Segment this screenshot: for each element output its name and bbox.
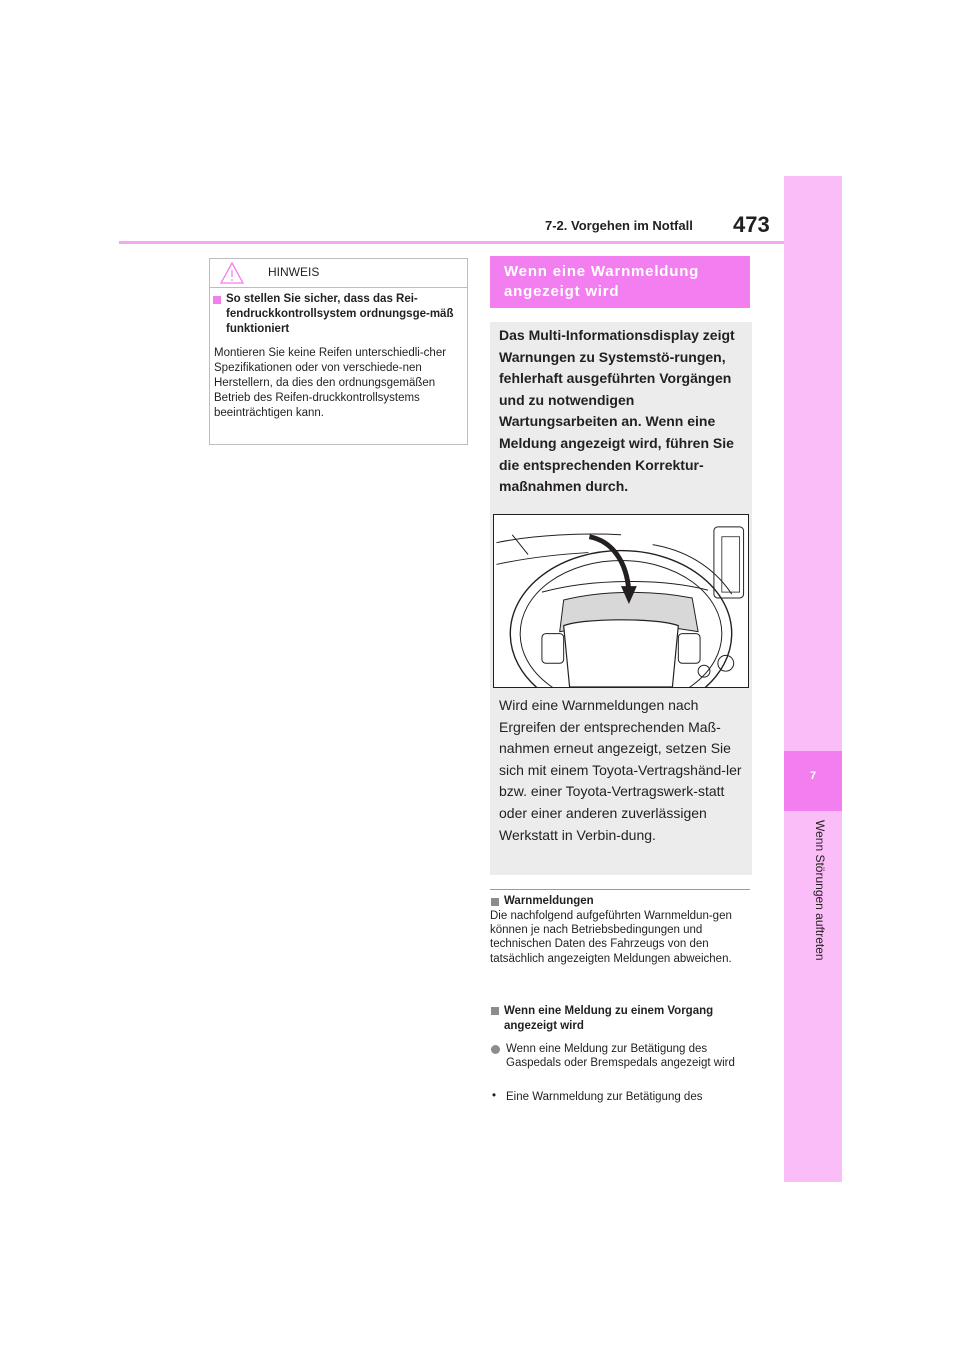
panel-body-text: Wird eine Warnmeldungen nach Ergreifen der entsprechenden Maß-nahmen erneut angezeigt, setzen Sie sich mit einem Toyota-Vertragshänd-ler bzw. einer Toyota-Vertragswerk-statt oder einer anderen zuverlässigen Werkstatt in Verbin-dung. [499,697,742,843]
warnmeldungen-body: Die nachfolgend aufgeführten Warnmeldun-gen können je nach Betriebsbedingungen und technischen Daten des Fahrzeugs von den tatsächlich angezeigten Meldungen abweichen. [490,910,732,965]
page-number: 473 [733,212,770,237]
vorgang-item-1: Wenn eine Meldung zur Betätigung des Gaspedals oder Bremspedals angezeigt wird [506,1043,735,1069]
warning-triangle-icon [220,262,244,284]
notice-header [209,258,468,288]
chapter-side-tab [784,176,842,1182]
chapter-label: Wenn Störungen auftreten [813,820,827,961]
notice-body: Montieren Sie keine Reifen unterschiedli-cher Spezifikationen oder von verschiede-nen Herstellern, da dies den ordnungsgemäßen Betrieb des Reifen-druckkontrollsystems beeinträchtigen kann. [214,347,447,419]
vorgang-heading: Wenn eine Meldung zu einem Vorgang angezeigt wird [504,1005,714,1032]
grey-square-bullet [491,898,499,906]
grey-square-bullet [491,1007,499,1015]
vorgang-item-2: Eine Warnmeldung zur Betätigung des [506,1091,703,1103]
notice-subheading: So stellen Sie sicher, dass das Rei-fendruckkontrollsystem ordnungsge-mäß funktioniert [226,293,454,335]
bullet-marker: • [492,1090,497,1102]
panel-intro-text: Das Multi-Informationsdisplay zeigt Warnungen zu Systemstö-rungen, fehlerhaft ausgeführten Vorgängen und zu notwendigen Wartungsarbeiten an. Wenn eine Meldung angezeigt wird, führen Sie die entsprechenden Korrektur-maßnahmen durch. [499,327,735,495]
section-header: 7-2. Vorgehen im Notfall [545,218,693,233]
steering-wheel-display-illustration [493,514,749,688]
section-heading: Wenn eine Warnmeldung angezeigt wird [504,263,700,300]
warnmeldungen-heading: Warnmeldungen [504,895,594,907]
header-rule [119,241,784,244]
chapter-number: 7 [809,770,817,782]
notice-title: HINWEIS [268,265,320,279]
pink-square-bullet [213,296,221,304]
circle-bullet-icon [491,1045,500,1054]
divider [490,889,750,890]
